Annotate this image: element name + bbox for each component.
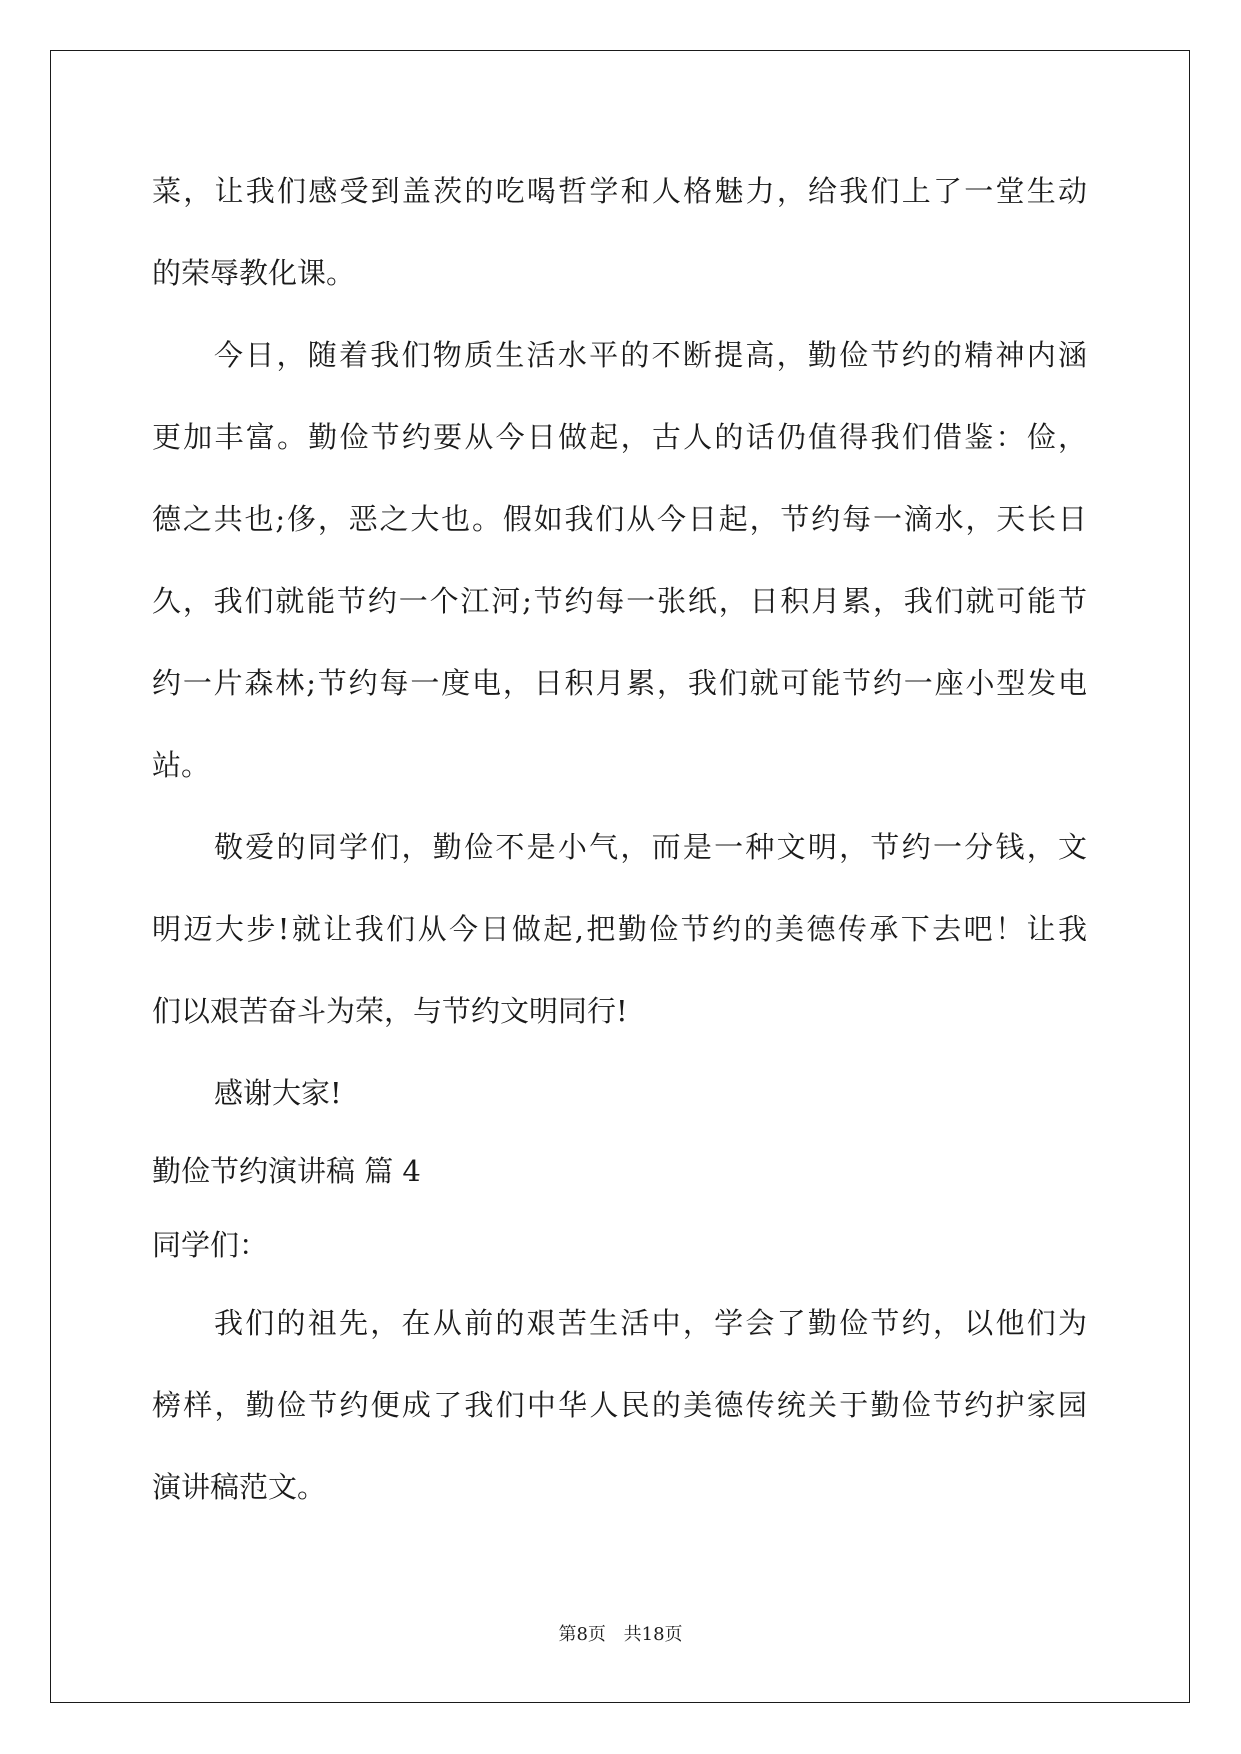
salutation: 同学们： xyxy=(152,1228,269,1262)
text-line: 明迈大步!就让我们从今日做起,把勤俭节约的美德传承下去吧！让我 xyxy=(152,912,1087,946)
section-title: 勤俭节约演讲稿 篇 4 xyxy=(152,1154,421,1188)
text-line: 感谢大家! xyxy=(214,1076,342,1110)
text-line: 站。 xyxy=(152,748,211,782)
document-body xyxy=(152,150,1087,1528)
text-line: 今日，随着我们物质生活水平的不断提高，勤俭节约的精神内涵 xyxy=(214,338,1087,372)
text-line: 榜样，勤俭节约便成了我们中华人民的美德传统关于勤俭节约护家园 xyxy=(152,1388,1087,1422)
text-line: 菜，让我们感受到盖茨的吃喝哲学和人格魅力，给我们上了一堂生动 xyxy=(152,174,1087,208)
page-total: 共18页 xyxy=(623,1624,683,1645)
page-footer xyxy=(0,1620,1241,1646)
text-line: 德之共也;侈，恶之大也。假如我们从今日起，节约每一滴水，天长日 xyxy=(152,502,1087,536)
text-line: 们以艰苦奋斗为荣，与节约文明同行! xyxy=(152,994,628,1028)
text-line: 久，我们就能节约一个江河;节约每一张纸，日积月累，我们就可能节 xyxy=(152,584,1087,618)
text-line: 约一片森林;节约每一度电，日积月累，我们就可能节约一座小型发电 xyxy=(152,666,1087,700)
text-line: 我们的祖先，在从前的艰苦生活中，学会了勤俭节约，以他们为 xyxy=(214,1306,1087,1340)
text-line: 更加丰富。勤俭节约要从今日做起，古人的话仍值得我们借鉴：俭， xyxy=(152,420,1087,454)
text-line: 演讲稿范文。 xyxy=(152,1470,327,1504)
text-line: 的荣辱教化课。 xyxy=(152,256,356,290)
page-number: 第8页 xyxy=(558,1624,606,1645)
text-line: 敬爱的同学们，勤俭不是小气，而是一种文明，节约一分钱，文 xyxy=(214,830,1087,864)
